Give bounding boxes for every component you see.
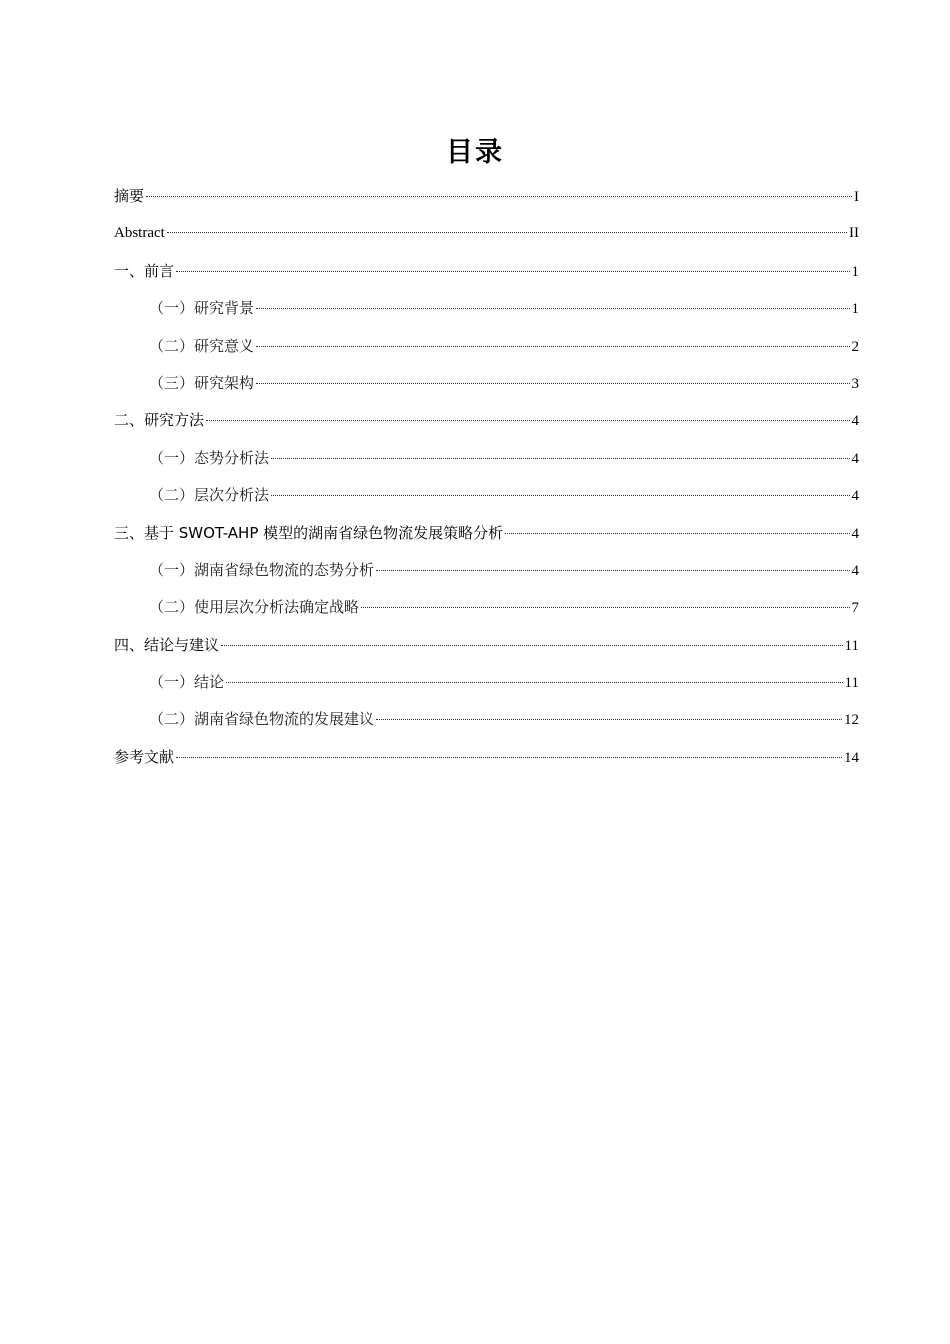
toc-entry-page-number: 1 <box>851 301 859 318</box>
toc-dot-leader <box>256 383 849 384</box>
toc-dot-leader <box>206 420 849 421</box>
toc-entry-page-number: 12 <box>844 712 859 729</box>
toc-entry-page-number: 11 <box>844 637 859 654</box>
toc-dot-leader <box>505 533 849 534</box>
toc-entry-page-number: 7 <box>851 600 859 617</box>
toc-dot-leader <box>271 495 849 496</box>
toc-entry-section-4-2[interactable] <box>114 701 859 738</box>
toc-entry-label: （三）研究架构 <box>149 373 255 392</box>
toc-dot-leader <box>176 271 849 272</box>
toc-entry-page-number: I <box>854 189 859 205</box>
toc-dot-leader <box>167 232 847 233</box>
toc-entry-label: 一、前言 <box>114 261 175 280</box>
toc-entry-page-number: 4 <box>851 488 859 505</box>
toc-entry-page-number: 11 <box>844 675 859 692</box>
toc-dot-leader <box>376 719 842 720</box>
toc-entry-page-number: 2 <box>851 338 859 355</box>
toc-entry-chapter-2[interactable] <box>114 402 859 439</box>
toc-entry-page-number: 3 <box>851 375 859 392</box>
toc-dot-leader <box>221 645 843 646</box>
toc-entry-page-number: 4 <box>851 413 859 430</box>
toc-entry-chapter-4[interactable] <box>114 627 859 664</box>
toc-entry-label: （一）结论 <box>149 673 225 692</box>
toc-entry-page-number: 4 <box>851 450 859 467</box>
toc-entry-label: 四、结论与建议 <box>114 635 220 654</box>
toc-entry-label: （一）湖南省绿色物流的态势分析 <box>149 560 375 579</box>
toc-entry-chapter-3[interactable] <box>114 515 859 552</box>
toc-entry-label: （二）使用层次分析法确定战略 <box>149 598 360 617</box>
toc-entry-page-number: II <box>849 225 859 242</box>
toc-entry-label: （二）层次分析法 <box>149 486 270 505</box>
toc-entry-references[interactable] <box>114 739 859 776</box>
toc-entry-section-3-1[interactable] <box>114 552 859 589</box>
toc-entry-section-1-1[interactable] <box>114 290 859 327</box>
toc-entry-label: （一）态势分析法 <box>149 448 270 467</box>
toc-dot-leader <box>376 570 849 571</box>
toc-dot-leader <box>361 607 849 608</box>
toc-entry-section-1-2[interactable] <box>114 328 859 365</box>
toc-dot-leader <box>271 458 849 459</box>
toc-entry-section-4-1[interactable] <box>114 664 859 701</box>
toc-dot-leader <box>256 308 849 309</box>
toc-entry-section-3-2[interactable] <box>114 589 859 626</box>
toc-list <box>114 178 859 776</box>
toc-dot-leader <box>176 757 842 758</box>
toc-entry-section-2-1[interactable] <box>114 440 859 477</box>
toc-entry-label: Abstract <box>114 225 165 242</box>
toc-entry-abstract-cn[interactable] <box>114 178 859 215</box>
toc-entry-abstract-en[interactable] <box>114 215 859 252</box>
toc-entry-label: 三、基于 SWOT-AHP 模型的湖南省绿色物流发展策略分析 <box>114 523 504 542</box>
toc-entry-label: 二、研究方法 <box>114 411 205 430</box>
toc-dot-leader <box>146 196 852 197</box>
toc-entry-section-2-2[interactable] <box>114 477 859 514</box>
toc-title: 目录 <box>446 137 504 168</box>
toc-entry-label: 摘要 <box>114 187 145 205</box>
toc-entry-page-number: 4 <box>851 562 859 579</box>
toc-entry-label: （二）湖南省绿色物流的发展建议 <box>149 710 375 729</box>
toc-entry-page-number: 14 <box>844 749 859 766</box>
toc-entry-label: （一）研究背景 <box>149 299 255 318</box>
toc-dot-leader <box>256 346 849 347</box>
toc-entry-label: （二）研究意义 <box>149 336 255 355</box>
toc-dot-leader <box>226 682 843 683</box>
toc-entry-page-number: 1 <box>851 263 859 280</box>
toc-entry-label: 参考文献 <box>114 747 175 766</box>
toc-entry-page-number: 4 <box>851 525 859 542</box>
toc-entry-section-1-3[interactable] <box>114 365 859 402</box>
toc-entry-chapter-1[interactable] <box>114 253 859 290</box>
